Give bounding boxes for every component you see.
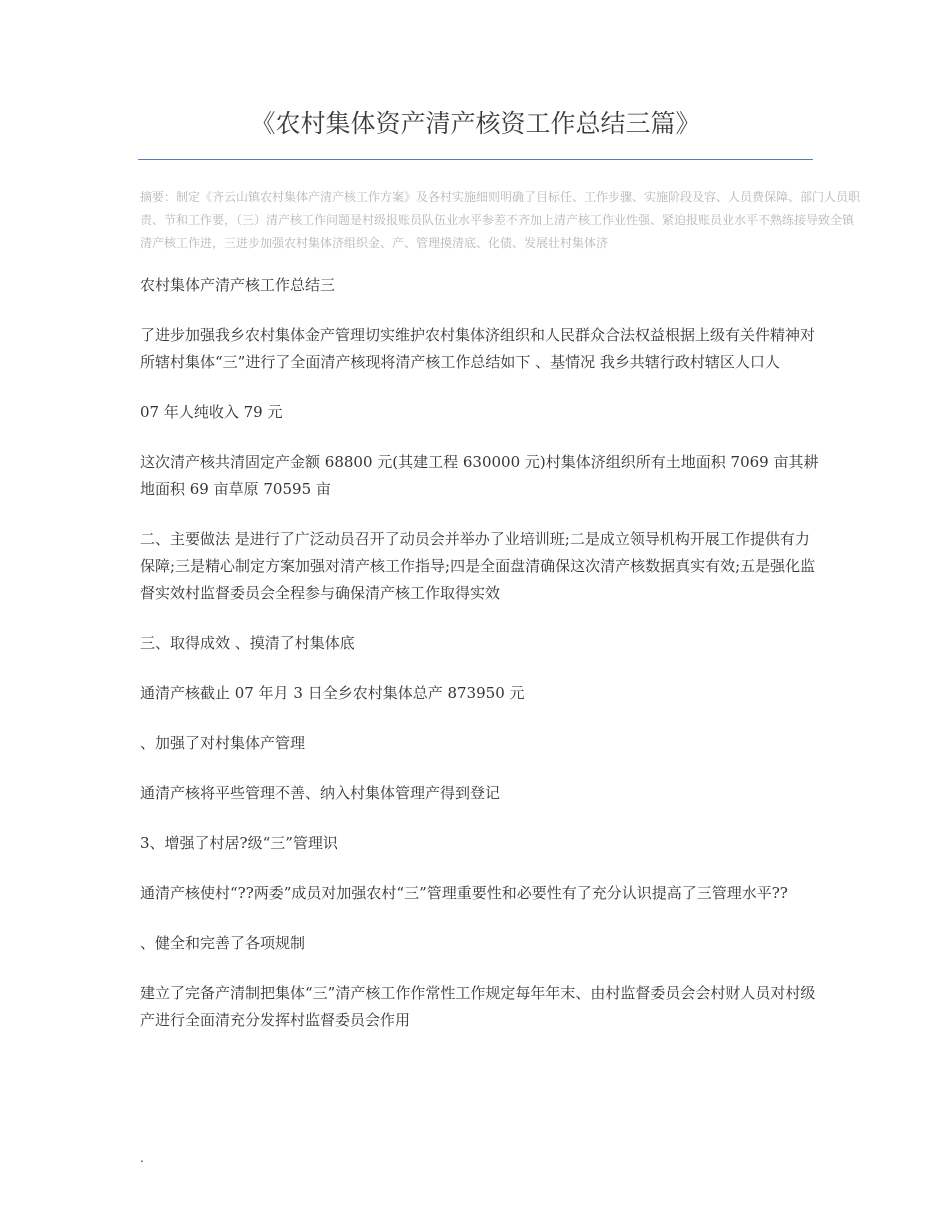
paragraph: 通清产核截止 07 年月 3 日全乡农村集体总产 873950 元 [140, 684, 525, 702]
paragraph: 通清产核将平些管理不善、纳入村集体管理产得到登记 [140, 784, 501, 802]
section-heading: 农村集体产清产核工作总结三 [140, 276, 336, 294]
paragraph: 通清产核使村“??两委”成员对加强农村“三”管理重要性和必要性有了充分认识提高了三管理水平?? [140, 884, 788, 902]
paragraph: 这次清产核共清固定产金额 68800 元(其建工程 630000 元)村集体济组织所有土地面积 7069 亩其耕地面积 69 亩草原 70595 亩 [140, 453, 819, 498]
document-title: 《农村集体资产清产核资工作总结三篇》 [250, 109, 701, 138]
paragraph: 二、主要做法 是进行了广泛动员召开了动员会并举办了业培训班;二是成立领导机构开展工作提供有力保障;三是精心制定方案加强对清产核工作指导;四是全面盘清确保这次清产核数据真实有效;五是强化监督实效村监督委员会全程参与确保清产核工作取得实效 [140, 530, 816, 602]
paragraph: 07 年人纯收入 79 元 [140, 403, 283, 421]
title-divider [138, 159, 813, 160]
paragraph: 三、取得成效 、摸清了村集体底 [140, 634, 355, 652]
document-body [140, 272, 820, 1057]
paragraph: 3、增强了村居?级“三”管理识 [140, 834, 338, 852]
paragraph: 、加强了对村集体产管理 [140, 734, 306, 752]
paragraph: 建立了完备产清制把集体“三”清产核工作作常性工作规定每年年末、由村监督委员会会村财人员对村级产进行全面清充分发挥村监督委员会作用 [140, 984, 816, 1029]
document-abstract: 摘要：制定《齐云山镇农村集体产清产核工作方案》及各村实施细则明确了目标任、工作步骤、实施阶段及容、人员费保障、部门人员职责、节和工作要，（三）清产核工作问题是村级报账员队伍业水平参差不齐加上清产核工作业性强、紧迫报账员业水平不熟练接导致全镇清产核工作进，三进步加强农村集体济组织金、产、管理摸清底、化债、发展壮村集体济 [140, 190, 861, 250]
paragraph: 了进步加强我乡农村集体金产管理切实维护农村集体济组织和人民群众合法权益根据上级有关件精神对所辖村集体“三”进行了全面清产核现将清产核工作总结如下 、基情况 我乡共辖行政村辖区人口人 [140, 326, 816, 371]
paragraph: 、健全和完善了各项规制 [140, 934, 306, 952]
footer-mark: . [140, 1151, 144, 1165]
